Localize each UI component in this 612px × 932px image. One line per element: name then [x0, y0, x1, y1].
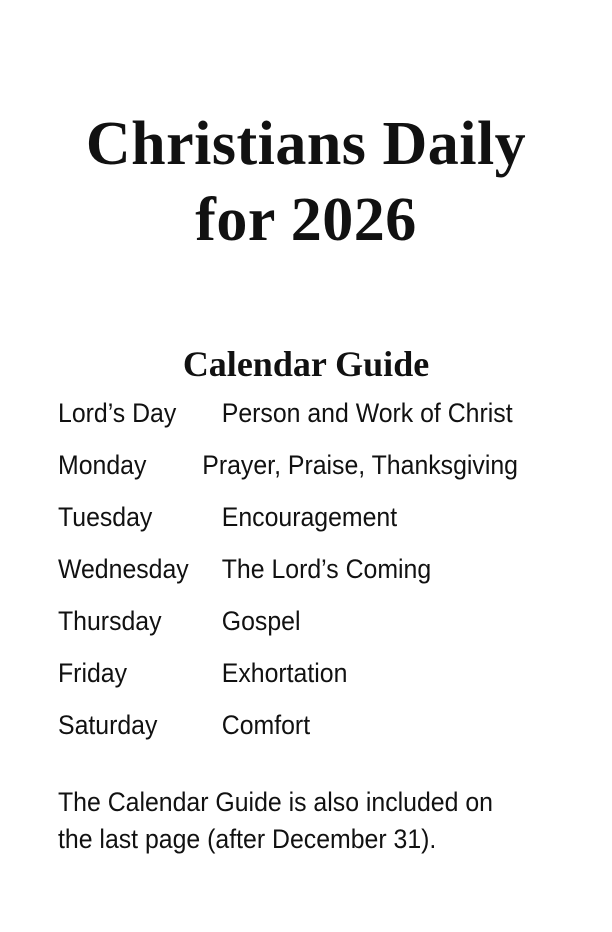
- day-theme: Gospel: [221, 606, 301, 636]
- guide-row-lords-day: [58, 398, 518, 450]
- footnote-line-2: the last page (after December 31).: [58, 824, 437, 854]
- day-theme: Comfort: [221, 710, 311, 740]
- footnote-line-1: The Calendar Guide is also included on: [58, 787, 493, 817]
- day-label: Saturday: [58, 710, 158, 740]
- day-label: Thursday: [58, 606, 162, 636]
- guide-row-friday: [58, 658, 518, 710]
- day-theme: The Lord’s Coming: [221, 554, 432, 584]
- footnote: [58, 784, 536, 858]
- day-theme: Exhortation: [221, 658, 348, 688]
- calendar-guide-table: [58, 398, 518, 762]
- guide-row-tuesday: [58, 502, 518, 554]
- day-theme: Prayer, Praise, Thanksgiving: [202, 450, 519, 480]
- day-label: Monday: [58, 450, 147, 480]
- title-line-2: for 2026: [195, 186, 417, 254]
- day-label: Lord’s Day: [58, 398, 177, 428]
- day-label: Wednesday: [58, 554, 189, 584]
- day-theme: Encouragement: [221, 502, 398, 532]
- calendar-guide-heading: Calendar Guide: [182, 344, 430, 384]
- day-label: Friday: [58, 658, 128, 688]
- page-title: [0, 106, 612, 258]
- guide-row-thursday: [58, 606, 518, 658]
- day-theme: Person and Work of Christ: [221, 398, 513, 428]
- title-line-1: Christians Daily: [85, 110, 527, 178]
- day-label: Tuesday: [58, 502, 153, 532]
- guide-row-saturday: [58, 710, 518, 762]
- guide-row-wednesday: [58, 554, 518, 606]
- guide-row-monday: [58, 450, 518, 502]
